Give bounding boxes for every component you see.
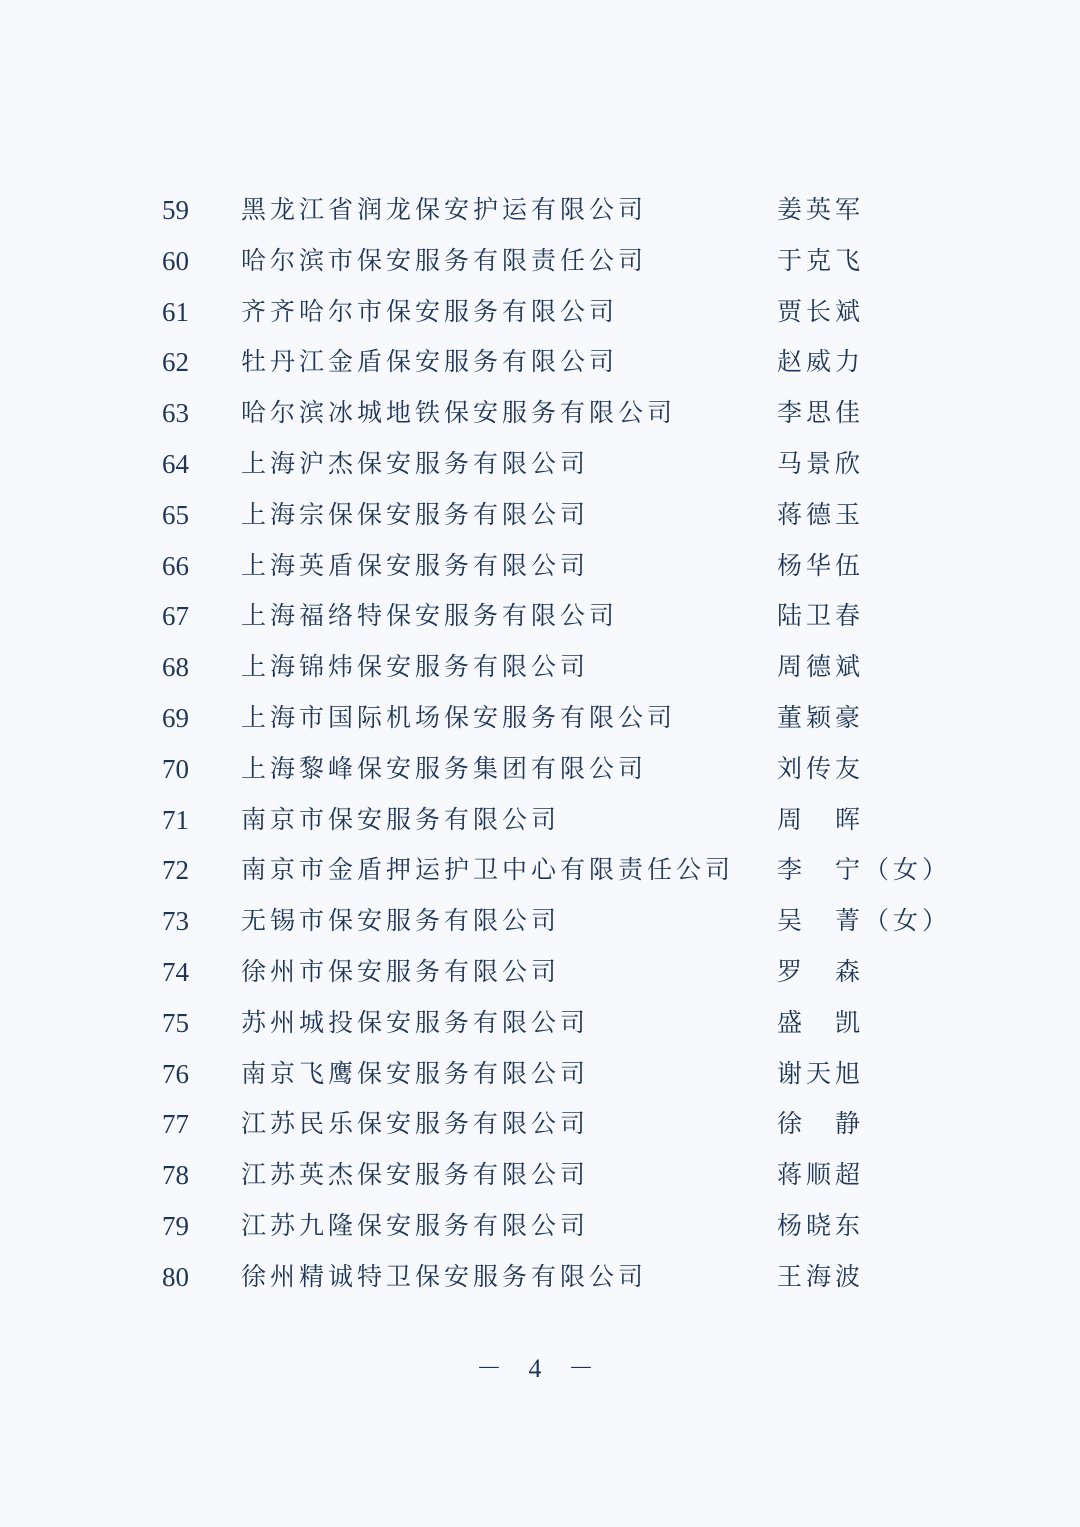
company-name: 徐州精诚特卫保安服务有限公司	[241, 1261, 648, 1291]
honor-list	[0, 185, 1080, 1303]
person-name: 周 晖	[777, 804, 865, 834]
person-name: 李 宁（女）	[777, 855, 952, 885]
company-name: 江苏民乐保安服务有限公司	[241, 1109, 590, 1139]
list-item	[0, 236, 1080, 287]
person-name: 姜英军	[777, 195, 865, 224]
person-name: 陆卫春	[777, 601, 865, 631]
row-number: 76	[162, 1058, 189, 1089]
list-item	[0, 287, 1080, 338]
company-name: 无锡市保安服务有限公司	[241, 906, 561, 936]
list-item	[0, 439, 1080, 490]
person-name: 徐 静	[777, 1109, 865, 1139]
company-name: 哈尔滨市保安服务有限责任公司	[241, 245, 648, 275]
row-number: 70	[162, 753, 189, 784]
list-item	[0, 1201, 1080, 1252]
list-item	[0, 845, 1080, 896]
company-name: 上海锦炜保安服务有限公司	[241, 652, 590, 682]
row-number: 71	[162, 804, 189, 835]
row-number: 61	[162, 296, 189, 327]
row-number: 59	[162, 195, 189, 225]
company-name: 江苏英杰保安服务有限公司	[241, 1160, 590, 1190]
company-name: 江苏九隆保安服务有限公司	[241, 1210, 590, 1240]
list-item	[0, 998, 1080, 1049]
row-number: 60	[162, 245, 189, 276]
company-name: 上海英盾保安服务有限公司	[241, 550, 590, 580]
company-name: 上海沪杰保安服务有限公司	[241, 448, 590, 478]
person-name: 吴 菁（女）	[777, 906, 952, 936]
list-item	[0, 744, 1080, 795]
list-item	[0, 693, 1080, 744]
person-name: 刘传友	[777, 753, 865, 783]
list-item	[0, 591, 1080, 642]
row-number: 79	[162, 1210, 189, 1241]
list-item	[0, 642, 1080, 693]
row-number: 64	[162, 448, 189, 479]
company-name: 齐齐哈尔市保安服务有限公司	[241, 296, 619, 326]
list-item	[0, 1099, 1080, 1150]
row-number: 65	[162, 499, 189, 530]
person-name: 蒋德玉	[777, 499, 865, 529]
company-name: 南京飞鹰保安服务有限公司	[241, 1058, 590, 1088]
row-number: 63	[162, 398, 189, 429]
person-name: 周德斌	[777, 652, 865, 682]
company-name: 上海宗保保安服务有限公司	[241, 499, 590, 529]
list-item	[0, 388, 1080, 439]
row-number: 73	[162, 906, 189, 937]
person-name: 王海波	[777, 1261, 865, 1291]
row-number: 77	[162, 1109, 189, 1140]
row-number: 66	[162, 550, 189, 581]
person-name: 于克飞	[777, 245, 865, 275]
row-number: 62	[162, 347, 189, 378]
row-number: 75	[162, 1007, 189, 1038]
company-name: 南京市保安服务有限公司	[241, 804, 561, 834]
company-name: 苏州城投保安服务有限公司	[241, 1007, 590, 1037]
row-number: 72	[162, 855, 189, 886]
page-number: － 4 －	[475, 1354, 604, 1383]
list-item	[0, 490, 1080, 541]
list-item	[0, 337, 1080, 388]
company-name: 哈尔滨冰城地铁保安服务有限公司	[241, 398, 677, 428]
person-name: 谢天旭	[777, 1058, 865, 1088]
row-number: 74	[162, 956, 189, 987]
person-name: 马景欣	[777, 448, 865, 478]
company-name: 上海福络特保安服务有限公司	[241, 601, 619, 631]
row-number: 78	[162, 1160, 189, 1191]
list-item	[0, 1049, 1080, 1100]
list-item	[0, 541, 1080, 592]
list-item	[0, 896, 1080, 947]
person-name: 贾长斌	[777, 296, 865, 326]
row-number: 68	[162, 652, 189, 683]
company-name: 黑龙江省润龙保安护运有限公司	[241, 195, 648, 224]
row-number: 80	[162, 1261, 189, 1292]
row-number: 69	[162, 702, 189, 733]
list-item	[0, 185, 1080, 236]
person-name: 盛 凯	[777, 1007, 865, 1037]
person-name: 蒋顺超	[777, 1160, 865, 1190]
company-name: 上海黎峰保安服务集团有限公司	[241, 753, 648, 783]
company-name: 徐州市保安服务有限公司	[241, 956, 561, 986]
person-name: 李思佳	[777, 398, 865, 428]
row-number: 67	[162, 601, 189, 632]
company-name: 南京市金盾押运护卫中心有限责任公司	[241, 855, 735, 885]
person-name: 杨华伍	[777, 550, 865, 580]
person-name: 杨晓东	[777, 1210, 865, 1240]
list-item	[0, 795, 1080, 846]
person-name: 赵威力	[777, 347, 865, 377]
person-name: 罗 森	[777, 956, 865, 986]
list-item	[0, 947, 1080, 998]
list-item	[0, 1252, 1080, 1303]
list-item	[0, 1150, 1080, 1201]
company-name: 上海市国际机场保安服务有限公司	[241, 702, 677, 732]
company-name: 牡丹江金盾保安服务有限公司	[241, 347, 619, 377]
person-name: 董颖豪	[777, 702, 865, 732]
